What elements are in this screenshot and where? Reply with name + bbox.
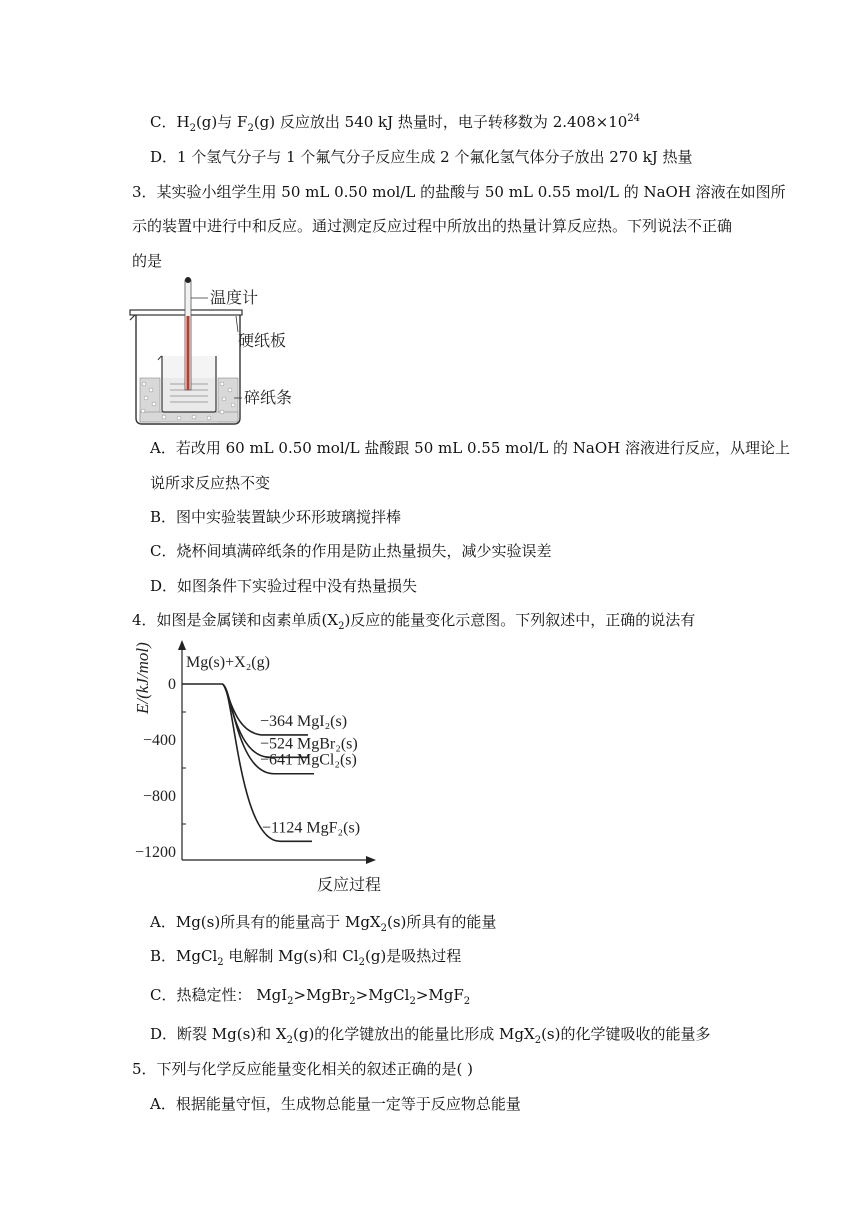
calorimeter-figure <box>124 272 314 430</box>
x-axis-arrow <box>366 856 376 864</box>
q4-stem: 4．如图是金属镁和卤素单质$(X_2)$反应的能量变化示意图。下列叙述中，正确的说法有 <box>132 611 696 632</box>
q4-option-d: D．断裂 Mg(s)和 $X_2(g)$的化学键放出的能量比形成 MgX$_2$(s)的化学键吸收的能量多 <box>150 1025 711 1046</box>
y-tick-label: −1200 <box>134 844 176 861</box>
q3-stem-line1: 3．某实验小组学生用 50 mL 0.50 mol/L 的盐酸与 50 mL 0.55 mol/L 的 NaOH 溶液在如图所 <box>132 183 786 201</box>
q3-option-a-line2: 说所求反应热不变 <box>150 474 271 492</box>
energy-chart <box>124 640 404 900</box>
curve-label: −1124 MgF₂(s) <box>262 819 361 837</box>
q4-option-b: B．MgCl$_2$ 电解制 Mg(s)和 $Cl_2(g)$是吸热过程 <box>150 947 462 968</box>
reactant-label: Mg(s)+X₂(g) <box>186 654 270 671</box>
q3-option-d: D．如图条件下实验过程中没有热量损失 <box>150 577 418 595</box>
q5-stem: 5．下列与化学反应能量变化相关的叙述正确的是( ) <box>132 1060 474 1078</box>
q3-option-c: C．烧杯间填满碎纸条的作用是防止热量损失，减少实验误差 <box>150 542 552 560</box>
q3-option-b: B．图中实验装置缺少环形玻璃搅拌棒 <box>150 508 402 526</box>
q3-stem-line2: 示的装置中进行中和反应。通过测定反应过程中所放出的热量计算反应热。下列说法不正确 <box>132 217 733 235</box>
y-axis-label: E/(kJ/mol) <box>133 642 152 714</box>
curve-label: −364 MgI₂(s) <box>260 712 348 730</box>
q3-option-a-line1: A．若改用 60 mL 0.50 mol/L 盐酸跟 50 mL 0.55 mol/L 的 NaOH 溶液进行反应，从理论上 <box>150 439 790 457</box>
q4-option-c: C．热稳定性： MgI$_2$>MgBr$_2$>MgCl$_2$>MgF$_2$ <box>150 986 471 1007</box>
q2-option-d: D．1 个氢气分子与 1 个氟气分子反应生成 2 个氟化氢气体分子放出 270 kJ 热量 <box>150 148 693 166</box>
q5-option-a: A．根据能量守恒，生成物总能量一定等于反应物总能量 <box>150 1095 521 1113</box>
q3-stem-line3: 的是 <box>132 252 163 270</box>
y-tick-label: 0 <box>168 676 176 693</box>
q4-option-a: A．Mg(s)所具有的能量高于 MgX$_2$(s)所具有的能量 <box>150 913 497 934</box>
x-axis-label: 反应过程 <box>317 877 382 894</box>
y-axis-arrow <box>178 640 186 650</box>
curve-label: −641 MgCl₂(s) <box>260 751 357 769</box>
y-tick-label: −800 <box>142 788 176 805</box>
label-paper-scraps: 碎纸条 <box>244 390 293 407</box>
y-tick-label: −400 <box>142 732 176 749</box>
curve-label: −524 MgBr₂(s) <box>260 735 358 753</box>
q2-option-c: C．$H_2(g)$与 $F_2(g)$ 反应放出 540 kJ 热量时，电子转移数为 $2.408\times 10^{24}$ <box>150 113 641 134</box>
label-cardboard: 硬纸板 <box>238 333 287 350</box>
label-thermometer: 温度计 <box>210 290 259 307</box>
